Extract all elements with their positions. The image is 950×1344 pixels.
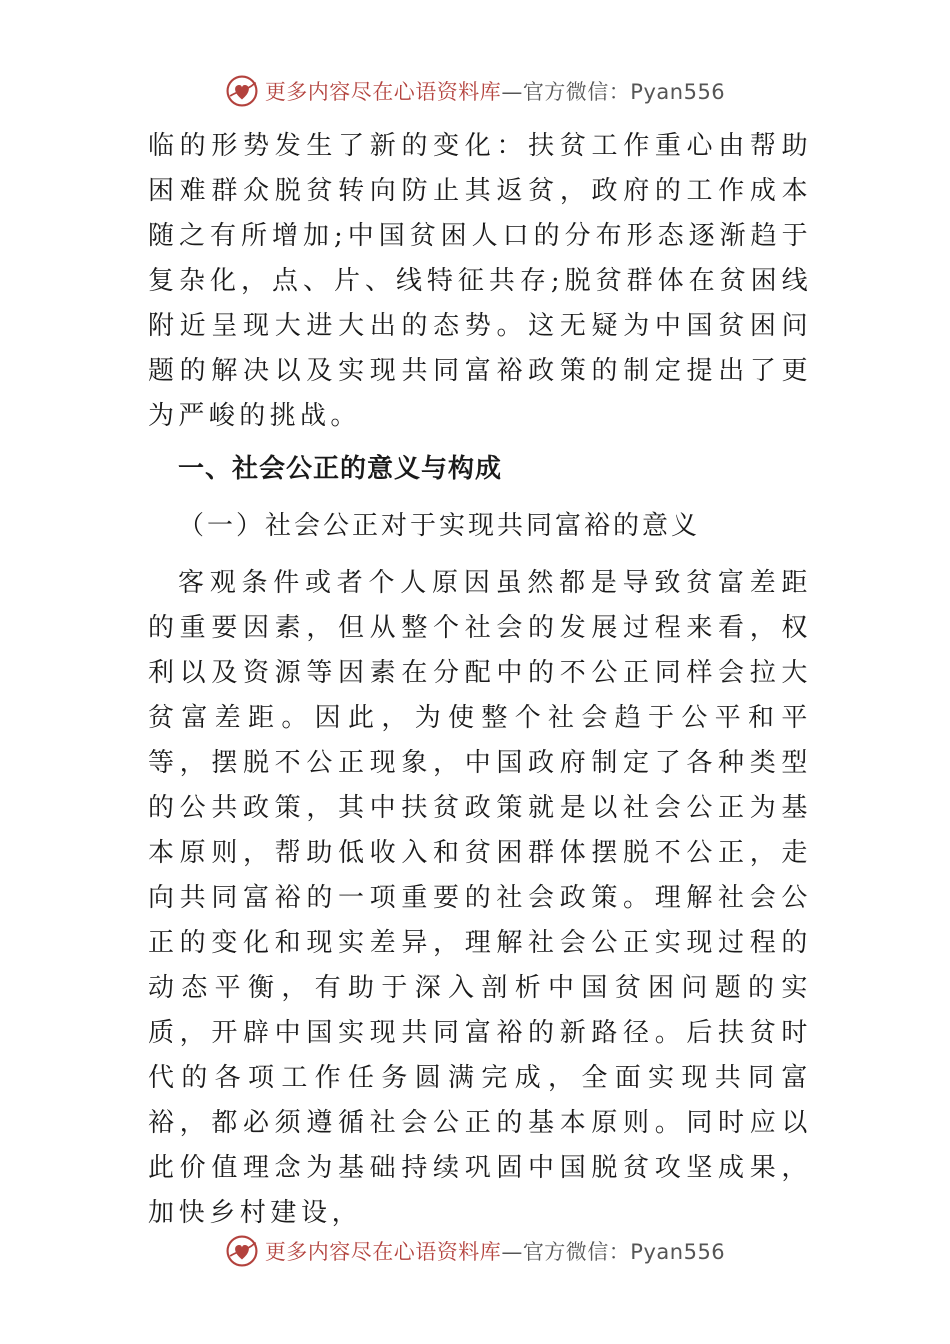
- subsection-heading: （一）社会公正对于实现共同富裕的意义: [178, 511, 701, 541]
- watermark-main-text: 更多内容尽在心语资料库: [264, 1240, 502, 1264]
- document-body: [148, 124, 812, 1236]
- watermark-contact-text: —官方微信：Pyan556: [501, 80, 726, 104]
- section-heading: 一、社会公正的意义与构成: [178, 454, 503, 484]
- paragraph-continuation: 临的形势发生了新的变化：扶贫工作重心由帮助困难群众脱贫转向防止其返贫，政府的工作成本随之有所增加;中国贫困人口的分布形态逐渐趋于复杂化，点、片、线特征共存;脱贫群体在贫困线附近呈现大进大出的态势。这无疑为中国贫困问题的解决以及实现共同富裕政策的制定提出了更为严峻的挑战。: [148, 131, 812, 431]
- heart-swirl-icon: [225, 74, 259, 108]
- paragraph-body: 客观条件或者个人原因虽然都是导致贫富差距的重要因素，但从整个社会的发展过程来看，权利以及资源等因素在分配中的不公正同样会拉大贫富差距。因此，为使整个社会趋于公平和平等，摆脱不公正现象，中国政府制定了各种类型的公共政策，其中扶贫政策就是以社会公正为基本原则，帮助低收入和贫困群体摆脱不公正，走向共同富裕的一项重要的社会政策。理解社会公正的变化和现实差异，理解社会公正实现过程的动态平衡，有助于深入剖析中国贫困问题的实质，开辟中国实现共同富裕的新路径。后扶贫时代的各项工作任务圆满完成，全面实现共同富裕，都必须遵循社会公正的基本原则。同时应以此价值理念为基础持续巩固中国脱贫攻坚成果，加快乡村建设，: [148, 568, 812, 1228]
- header-watermark: [0, 74, 950, 108]
- heart-swirl-icon: [225, 1234, 259, 1268]
- watermark-main-text: 更多内容尽在心语资料库: [264, 80, 502, 104]
- watermark-contact-text: —官方微信：Pyan556: [501, 1240, 726, 1264]
- footer-watermark: [0, 1234, 950, 1268]
